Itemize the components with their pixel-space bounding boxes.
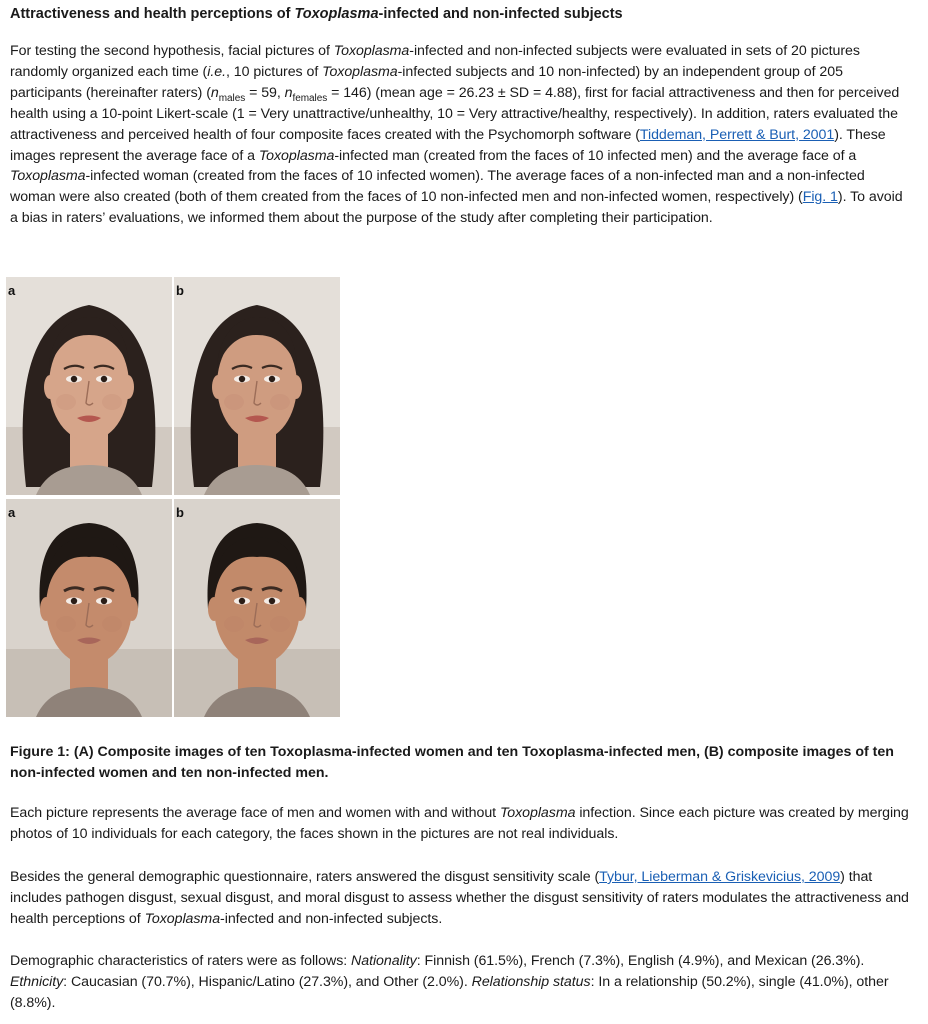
panel-label-a: a [8, 505, 16, 520]
composite-face-infected-man [6, 499, 172, 717]
figure-1-image-grid[interactable] [6, 277, 340, 713]
panel-label-a: a [8, 283, 16, 298]
paragraph-disgust-scale: Besides the general demographic questionnaire, raters answered the disgust sensitivity scale (Tybur, Lieberman & Griskevicius, 2009) that includes pathogen disgust, sexual disgust, and moral disgust to assess whether the disgust sensitivity of raters modulates the attractiveness and health perceptions of Toxoplasma-infected and non-infected subjects. [10, 869, 909, 927]
composite-face-noninfected-man [174, 499, 340, 717]
section-heading: Attractiveness and health perceptions of Toxoplasma-infected and non-infected subjects [10, 6, 623, 22]
figure-1-caption: Figure 1: (A) Composite images of ten Toxoplasma-infected women and ten Toxoplasma-infected men, (B) composite images of ten non-infected women and ten non-infected men. [10, 744, 894, 781]
panel-label-b: b [176, 283, 184, 298]
paragraph-figure-explanation: Each picture represents the average face of men and women with and without Toxoplasma infection. Since each picture was created by merging photos of 10 individuals for each category, the faces shown in the pictures are not real individuals. [10, 805, 909, 842]
citation-link-tybur[interactable]: Tybur, Lieberman & Griskevicius, 2009 [599, 869, 841, 885]
figure-1-link[interactable]: Fig. 1 [802, 189, 838, 206]
paragraph-demographics: Demographic characteristics of raters were as follows: Nationality: Finnish (61.5%), French (7.3%), English (4.9%), and Mexican (26.3%). Ethnicity: Caucasian (70.7%), Hispanic/Latino (27.3%), and Other (2.0%). Relationship status: In a relationship (50.2%), single (41.0%), other (8.8%). [10, 953, 889, 1011]
panel-label-b: b [176, 505, 184, 520]
paragraph-methods-hypothesis: For testing the second hypothesis, facial pictures of Toxoplasma-infected and non-infected subjects were evaluated in sets of 20 pictures randomly organized each time (i.e., 10 pictures of Toxoplasma-infected subjects and 10 non-infected) by an independent group of 205 participants (hereinafter raters) ($n_{males} = 59$, $n_{females} = 146$) (mean age = 26.23 ± SD = 4.88), first for facial attractiveness and then for perceived health using a 10-point Likert-scale (1 = Very unattractive/unhealthy, 10 = Very attractive/healthy, respectively). In addition, raters evaluated the attractiveness and perceived health of four composite faces created with the Psychomorph software (Tiddeman, Perrett & Burt, 2001). These images represent the average face of a Toxoplasma-infected man (created from the faces of 10 infected men) and the average face of a Toxoplasma-infected woman (created from the faces of 10 infected women). The average faces of a non-infected man and a non-infected woman were also created (both of them created from the faces of 10 non-infected men and non-infected women, respectively) (Fig. 1). To avoid a bias in raters’ evaluations, we informed them about the purpose of the study after completing their participation. [10, 43, 903, 227]
composite-face-infected-woman [6, 277, 172, 495]
composite-face-noninfected-woman [174, 277, 340, 495]
article-body [10, 0, 910, 229]
citation-link-tiddeman[interactable]: Tiddeman, Perrett & Burt, 2001 [639, 126, 835, 143]
